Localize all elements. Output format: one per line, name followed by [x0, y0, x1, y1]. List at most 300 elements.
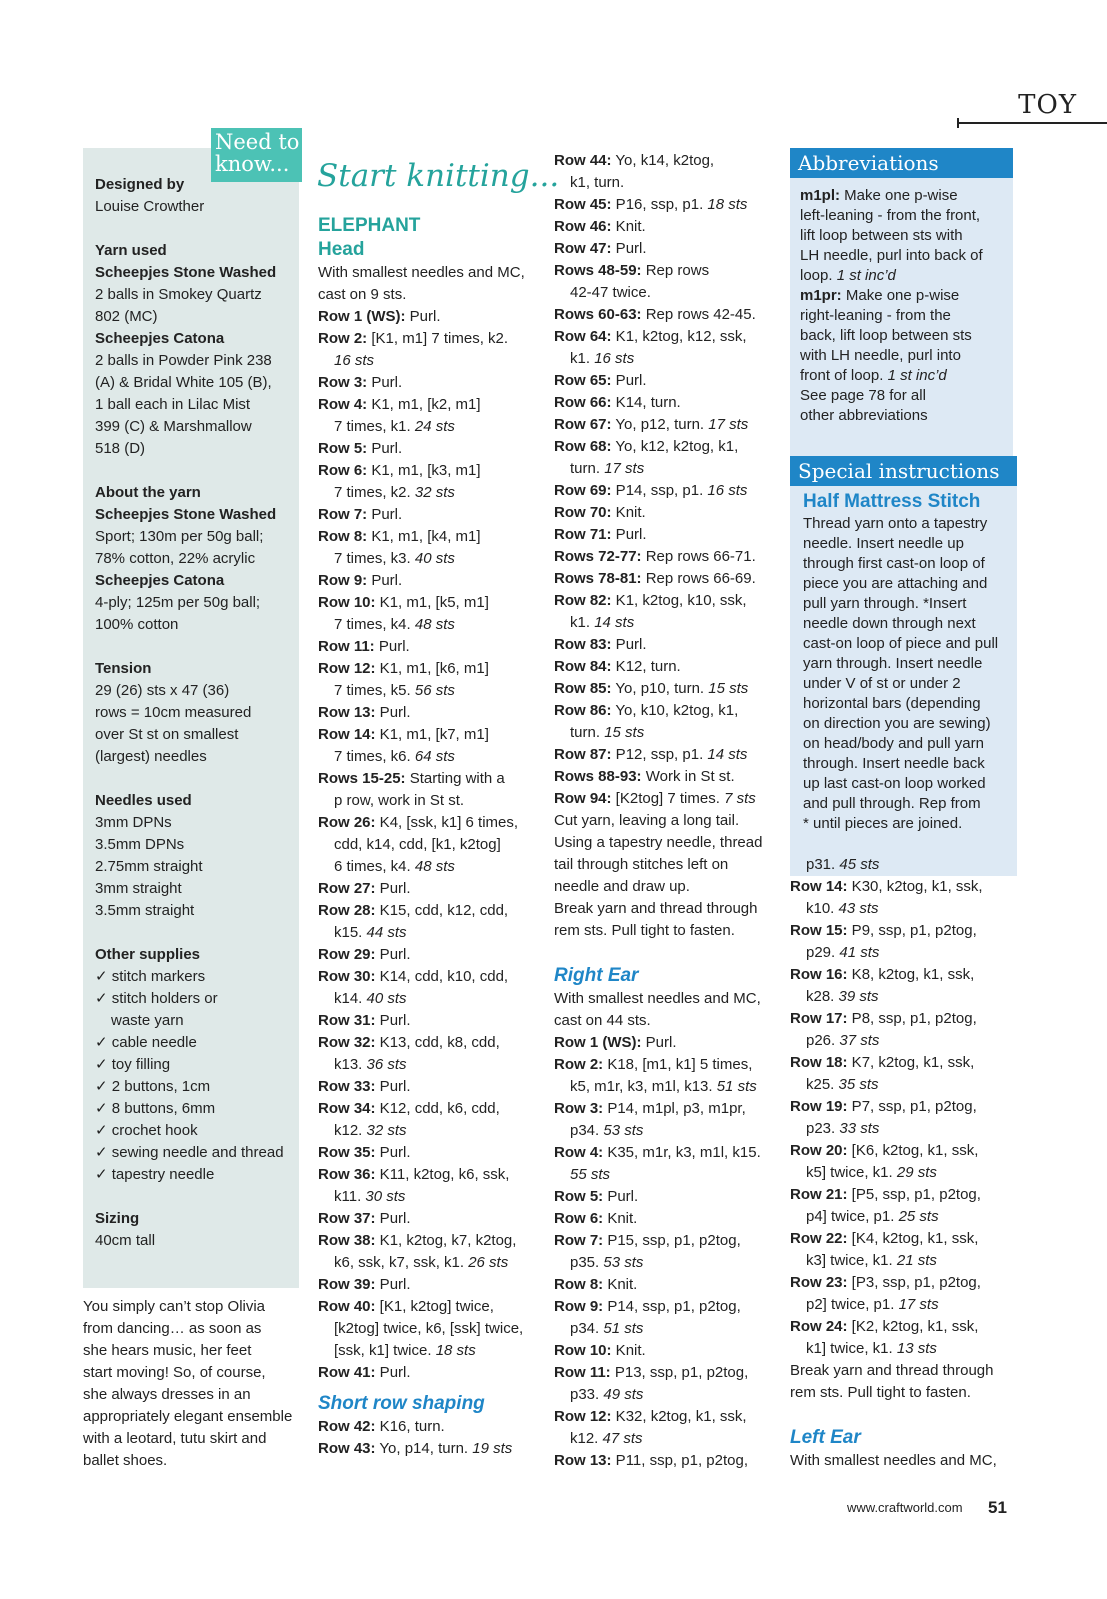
abbreviation-line — [800, 386, 1003, 406]
row-text: Purl. — [375, 1364, 411, 1381]
row-text: With smallest needles and MC, — [318, 264, 525, 281]
intro-line: start moving! So, of course, — [83, 1364, 266, 1381]
stitch-count: 17 sts — [604, 460, 645, 477]
abbreviation-text: right-leaning - from the — [800, 307, 951, 324]
row-text: K1, m1, [k3, m1] — [367, 462, 481, 479]
pattern-row — [318, 724, 525, 746]
row-label: Row 45: — [554, 196, 612, 213]
stitch-count: 29 sts — [896, 1164, 937, 1181]
row-text: 7 times, k4. — [334, 616, 415, 633]
stitch-count: 53 sts — [603, 1122, 644, 1139]
row-label: Row 18: — [790, 1054, 848, 1071]
pattern-row — [554, 634, 762, 656]
row-text: p33. — [570, 1386, 604, 1403]
pattern-row — [318, 438, 525, 460]
stitch-count: 45 sts — [839, 856, 880, 873]
stitch-count: 13 sts — [896, 1340, 937, 1357]
row-label: Row 20: — [790, 1142, 848, 1159]
pattern-line — [554, 876, 762, 898]
pattern-row — [318, 768, 525, 790]
stitch-count: 35 sts — [838, 1076, 879, 1093]
pattern-line — [554, 1120, 762, 1142]
row-label: Row 94: — [554, 790, 612, 807]
row-text: P9, ssp, p1, p2tog, — [847, 922, 977, 939]
stitch-count: 14 sts — [707, 746, 748, 763]
pattern-row — [554, 1406, 762, 1428]
stitch-count: 56 sts — [414, 682, 455, 699]
row-text: K1, k2tog, k7, k2tog, — [375, 1232, 517, 1249]
half-mattress-stitch-text — [803, 514, 1007, 834]
stitch-count: 64 sts — [414, 748, 455, 765]
pattern-row — [554, 480, 762, 502]
row-label: Row 40: — [318, 1298, 376, 1315]
abbreviations-box — [790, 148, 1013, 468]
row-label: Row 65: — [554, 372, 612, 389]
row-text: Purl. — [367, 506, 403, 523]
row-label: Row 4: — [318, 396, 368, 413]
pattern-row — [554, 546, 762, 568]
tension-line: rows = 10cm measured — [95, 704, 252, 721]
yarn-line: 399 (C) & Marshmallow — [95, 418, 252, 435]
pattern-row — [554, 1054, 762, 1076]
section-heading: Short row shaping — [318, 1393, 485, 1414]
row-label: Rows 60-63: — [554, 306, 642, 323]
row-text: K1, m1, [k2, m1] — [367, 396, 481, 413]
pattern-line — [318, 1120, 525, 1142]
about-yarn-line: Scheepjes Catona — [95, 572, 225, 589]
stitch-count: 32 sts — [366, 1122, 407, 1139]
row-label: Row 85: — [554, 680, 612, 697]
row-text: [ssk, k1] twice. — [334, 1342, 436, 1359]
row-text: P15, ssp, p1, p2tog, — [603, 1232, 741, 1249]
footer-url: www.craftworld.com — [847, 1500, 963, 1515]
row-label: Row 31: — [318, 1012, 376, 1029]
needle-line: 3.5mm DPNs — [95, 836, 185, 853]
pattern-row — [318, 1142, 525, 1164]
row-text: k1] twice, k1. — [806, 1340, 897, 1357]
row-text: P11, ssp, p1, p2tog, — [611, 1452, 748, 1469]
pattern-line — [790, 942, 997, 964]
row-label: Row 16: — [790, 966, 848, 983]
row-text: Purl. — [611, 636, 647, 653]
intro-line: appropriately elegant ensemble — [83, 1408, 293, 1425]
special-line: through first cast-on loop of — [803, 555, 985, 572]
row-text: 7 times, k5. — [334, 682, 415, 699]
row-text: Purl. — [375, 1144, 411, 1161]
row-text: turn. — [570, 460, 605, 477]
tension-list — [95, 680, 284, 768]
pattern-line — [318, 680, 525, 702]
row-label: Row 42: — [318, 1418, 376, 1435]
about-yarn-line: Scheepjes Stone Washed — [95, 506, 277, 523]
special-line: and pull through. Rep from — [803, 795, 981, 812]
pattern-column-3 — [790, 854, 997, 1472]
need-to-know-content — [95, 174, 284, 1252]
pattern-line — [318, 856, 525, 878]
tension-line: (largest) needles — [95, 748, 207, 765]
pattern-row — [790, 1272, 997, 1294]
row-text: P13, ssp, p1, p2tog, — [610, 1364, 749, 1381]
row-text: Using a tapestry needle, thread — [554, 834, 763, 851]
row-label: Row 43: — [318, 1440, 376, 1457]
special-line: needle. Insert needle up — [803, 535, 964, 552]
pattern-row — [554, 238, 762, 260]
supply-item: ✓ 8 buttons, 6mm — [95, 1100, 216, 1117]
stitch-count: 41 sts — [839, 944, 880, 961]
stitch-count: 48 sts — [414, 858, 455, 875]
supply-item: ✓ stitch markers — [95, 968, 206, 985]
pattern-line — [554, 282, 762, 304]
pattern-row — [554, 260, 762, 282]
tension-heading: Tension — [95, 660, 152, 677]
pattern-line — [790, 1360, 997, 1382]
yarn-line: Scheepjes Catona — [95, 330, 225, 347]
row-label: Row 69: — [554, 482, 612, 499]
row-label: Row 3: — [554, 1100, 604, 1117]
section-heading: Right Ear — [554, 965, 639, 986]
row-text: needle and draw up. — [554, 878, 690, 895]
row-text: p31. — [806, 856, 840, 873]
yarn-used-heading: Yarn used — [95, 242, 167, 259]
row-label: Rows 15-25: — [318, 770, 406, 787]
stitch-count: 40 sts — [366, 990, 407, 1007]
row-text: k10. — [806, 900, 839, 917]
tension-line: 29 (26) sts x 47 (36) — [95, 682, 230, 699]
section-heading: ELEPHANT — [318, 215, 421, 236]
pattern-line — [554, 348, 762, 370]
row-text: Purl. — [603, 1188, 639, 1205]
pattern-line — [318, 482, 525, 504]
pattern-line — [318, 350, 525, 372]
abbreviations-title: Abbreviations — [790, 148, 1013, 178]
yarn-line: 2 balls in Powder Pink 238 — [95, 352, 272, 369]
stitch-count: 24 sts — [414, 418, 455, 435]
spacer — [554, 942, 762, 964]
row-label: Row 7: — [318, 506, 368, 523]
stitch-count: 15 sts — [708, 680, 749, 697]
pattern-line — [318, 548, 525, 570]
stitch-count: 48 sts — [414, 616, 455, 633]
pattern-row — [318, 1164, 525, 1186]
pattern-line — [318, 1340, 525, 1362]
row-label: Row 44: — [554, 152, 612, 169]
row-label: Row 22: — [790, 1230, 848, 1247]
pattern-row — [554, 1186, 762, 1208]
row-text: 7 times, k3. — [334, 550, 415, 567]
row-label: Row 64: — [554, 328, 612, 345]
row-text: 6 times, k4. — [334, 858, 415, 875]
section-label: TOY — [1018, 90, 1077, 120]
pattern-row — [554, 590, 762, 612]
row-label: Row 66: — [554, 394, 612, 411]
row-label: Row 9: — [554, 1298, 604, 1315]
abbreviation-line — [800, 246, 1003, 266]
pattern-row — [554, 744, 762, 766]
stitch-count: 18 sts — [435, 1342, 476, 1359]
abbreviation-note: 1 st inc’d — [836, 267, 896, 284]
row-text: P16, ssp, p1. — [611, 196, 708, 213]
row-label: Row 5: — [318, 440, 368, 457]
pattern-row — [554, 568, 762, 590]
row-text: 7 times, k2. — [334, 484, 415, 501]
section-rule-tick — [957, 118, 959, 128]
row-text: Break yarn and thread through — [790, 1362, 994, 1379]
abbreviation-line — [800, 266, 1003, 286]
row-label: Row 33: — [318, 1078, 376, 1095]
supply-item: ✓ 2 buttons, 1cm — [95, 1078, 211, 1095]
row-text: Purl. — [375, 1210, 411, 1227]
abbreviation-line — [800, 326, 1003, 346]
special-line: on direction you are sewing) — [803, 715, 991, 732]
pattern-line — [318, 284, 525, 306]
abbreviation-line — [800, 286, 1003, 306]
abbreviation-text: front of loop. — [800, 367, 888, 384]
abbreviation-text: back, lift loop between sts — [800, 327, 972, 344]
supply-item: ✓ sewing needle and thread — [95, 1144, 284, 1161]
row-text: [K1, k2tog] twice, — [375, 1298, 494, 1315]
pattern-row — [318, 1230, 525, 1252]
pattern-row — [554, 766, 762, 788]
row-text: 7 times, k1. — [334, 418, 415, 435]
row-text: 42-47 twice. — [570, 284, 651, 301]
pattern-row — [318, 812, 525, 834]
row-text: K32, k2tog, k1, ssk, — [611, 1408, 747, 1425]
row-text: K8, k2tog, k1, ssk, — [847, 966, 975, 983]
row-label: Row 27: — [318, 880, 376, 897]
stitch-count: 40 sts — [414, 550, 455, 567]
pattern-row — [318, 1416, 525, 1438]
pattern-row — [318, 306, 525, 328]
pattern-line — [554, 612, 762, 634]
row-label: Row 19: — [790, 1098, 848, 1115]
row-text: Purl. — [367, 374, 403, 391]
row-text: Knit. — [603, 1276, 638, 1293]
stitch-count: 33 sts — [839, 1120, 880, 1137]
pattern-line — [554, 1076, 762, 1098]
row-text: Work in St st. — [641, 768, 735, 785]
pattern-line — [318, 834, 525, 856]
pattern-line — [318, 922, 525, 944]
row-label: Row 67: — [554, 416, 612, 433]
tension-line: over St st on smallest — [95, 726, 239, 743]
pattern-row — [318, 944, 525, 966]
row-label: Row 41: — [318, 1364, 376, 1381]
abbreviation-note: 1 st inc’d — [887, 367, 947, 384]
pattern-row — [554, 216, 762, 238]
pattern-row — [318, 1296, 525, 1318]
stitch-count: 18 sts — [707, 196, 748, 213]
row-text: 7 times, k6. — [334, 748, 415, 765]
row-text: K1, m1, [k6, m1] — [375, 660, 489, 677]
pattern-row — [554, 326, 762, 348]
row-label: Rows 72-77: — [554, 548, 642, 565]
page-number: 51 — [988, 1498, 1007, 1517]
row-text: Knit. — [603, 1210, 638, 1227]
row-label: Row 46: — [554, 218, 612, 235]
row-label: Row 3: — [318, 374, 368, 391]
row-label: Row 29: — [318, 946, 376, 963]
row-text: Purl. — [374, 638, 410, 655]
row-text: cdd, k14, cdd, [k1, k2tog] — [334, 836, 501, 853]
pattern-row — [554, 700, 762, 722]
row-text: Purl. — [375, 704, 411, 721]
row-text: Purl. — [367, 440, 403, 457]
row-label: Row 11: — [554, 1364, 611, 1381]
special-line: piece you are attaching and — [803, 575, 988, 592]
row-text: K15, cdd, k12, cdd, — [375, 902, 509, 919]
row-text: P14, ssp, p1. — [611, 482, 708, 499]
row-text: Yo, p10, turn. — [611, 680, 709, 697]
row-label: Row 4: — [554, 1144, 604, 1161]
pattern-line — [554, 1010, 762, 1032]
row-text: [K2tog] 7 times. — [611, 790, 725, 807]
row-label: Row 15: — [790, 922, 848, 939]
pattern-line — [790, 898, 997, 920]
intro-line: ballet shoes. — [83, 1452, 168, 1469]
stitch-count: 17 sts — [898, 1296, 939, 1313]
row-text: Yo, k12, k2tog, k1, — [611, 438, 739, 455]
need-to-know-tag: Need to know... — [211, 128, 302, 182]
pattern-line — [554, 1384, 762, 1406]
pattern-row — [554, 304, 762, 326]
pattern-line — [554, 172, 762, 194]
row-text: [K2, k2tog, k1, ssk, — [847, 1318, 979, 1335]
abbreviation-line — [800, 226, 1003, 246]
row-text: K18, [m1, k1] 5 times, — [603, 1056, 753, 1073]
pattern-row — [318, 1362, 525, 1384]
row-label: Row 30: — [318, 968, 376, 985]
intro-line: with a leotard, tutu skirt and — [83, 1430, 267, 1447]
row-text: K35, m1r, k3, m1l, k15. — [603, 1144, 761, 1161]
special-line: on head/body and pull yarn — [803, 735, 984, 752]
pattern-line — [790, 1450, 997, 1472]
abbreviation-line — [800, 366, 1003, 386]
pattern-line — [790, 1030, 997, 1052]
row-text: p26. — [806, 1032, 840, 1049]
row-text: P14, m1pl, p3, m1pr, — [603, 1100, 746, 1117]
stitch-count: 19 sts — [472, 1440, 513, 1457]
about-yarn-line: 78% cotton, 22% acrylic — [95, 550, 256, 567]
row-label: Row 68: — [554, 438, 612, 455]
row-label: Row 10: — [318, 594, 376, 611]
pattern-row — [554, 1340, 762, 1362]
stitch-count: 7 sts — [724, 790, 756, 807]
abbreviation-line — [800, 306, 1003, 326]
row-label: Row 71: — [554, 526, 612, 543]
row-text: k5, m1r, k3, m1l, k13. — [570, 1078, 717, 1095]
row-text: K1, m1, [k5, m1] — [375, 594, 489, 611]
row-text: K11, k2tog, k6, ssk, — [375, 1166, 510, 1183]
abbreviation-term: m1pr: — [800, 287, 842, 304]
stitch-count: 26 sts — [468, 1254, 509, 1271]
row-label: Row 26: — [318, 814, 376, 831]
spacer — [790, 1404, 997, 1426]
row-label: Row 12: — [554, 1408, 612, 1425]
stitch-count: 16 sts — [334, 352, 375, 369]
row-text: P12, ssp, p1. — [611, 746, 708, 763]
special-line: horizontal bars (depending — [803, 695, 981, 712]
pattern-row — [790, 1184, 997, 1206]
stitch-count: 53 sts — [603, 1254, 644, 1271]
row-text: K30, k2tog, k1, ssk, — [847, 878, 983, 895]
pattern-row — [318, 1010, 525, 1032]
row-text: P14, ssp, p1, p2tog, — [603, 1298, 741, 1315]
pattern-line — [318, 1186, 525, 1208]
row-text: k13. — [334, 1056, 367, 1073]
pattern-row — [318, 702, 525, 724]
yarn-line: 2 balls in Smokey Quartz — [95, 286, 262, 303]
row-label: Row 28: — [318, 902, 376, 919]
row-label: Rows 78-81: — [554, 570, 642, 587]
row-text: p34. — [570, 1320, 604, 1337]
sizing-value: 40cm tall — [95, 1232, 156, 1249]
row-text: Break yarn and thread through — [554, 900, 758, 917]
pattern-row — [554, 1230, 762, 1252]
row-text: p29. — [806, 944, 840, 961]
row-text: [P3, ssp, p1, p2tog, — [847, 1274, 981, 1291]
row-text: Starting with a — [405, 770, 505, 787]
pattern-row — [318, 636, 525, 658]
supply-item: ✓ stitch holders or — [95, 990, 218, 1007]
row-text: With smallest needles and MC, — [790, 1452, 997, 1469]
pattern-row — [554, 788, 762, 810]
pattern-line — [554, 1428, 762, 1450]
pattern-line — [790, 854, 997, 876]
stitch-count: 47 sts — [602, 1430, 643, 1447]
yarn-line: Scheepjes Stone Washed — [95, 264, 277, 281]
pattern-row — [554, 1032, 762, 1054]
special-line: yarn through. Insert needle — [803, 655, 983, 672]
row-text: K12, turn. — [611, 658, 681, 675]
row-text: k28. — [806, 988, 839, 1005]
pattern-row — [554, 370, 762, 392]
abbreviation-line — [800, 206, 1003, 226]
row-label: Row 86: — [554, 702, 612, 719]
row-text: Knit. — [611, 218, 646, 235]
section-heading: Left Ear — [790, 1427, 861, 1448]
about-yarn-line: 4-ply; 125m per 50g ball; — [95, 594, 261, 611]
intro-line: she always dresses in an — [83, 1386, 251, 1403]
designer-name: Louise Crowther — [95, 198, 205, 215]
row-label: Row 8: — [318, 528, 368, 545]
stitch-count: 36 sts — [366, 1056, 407, 1073]
row-label: Row 47: — [554, 240, 612, 257]
needle-line: 3.5mm straight — [95, 902, 195, 919]
pattern-row — [318, 1438, 525, 1460]
stitch-count: 37 sts — [839, 1032, 880, 1049]
row-label: Row 1 (WS): — [554, 1034, 642, 1051]
row-text: Purl. — [375, 1276, 411, 1293]
pattern-line — [554, 1318, 762, 1340]
yarn-used-list — [95, 262, 284, 460]
supply-item: ✓ tapestry needle — [95, 1166, 215, 1183]
stitch-count: 14 sts — [594, 614, 635, 631]
pattern-row — [318, 1098, 525, 1120]
row-label: Row 13: — [318, 704, 376, 721]
pattern-row — [318, 1032, 525, 1054]
row-label: Row 2: — [318, 330, 368, 347]
pattern-row — [318, 592, 525, 614]
row-label: Row 37: — [318, 1210, 376, 1227]
about-yarn-heading: About the yarn — [95, 484, 201, 501]
designed-by-heading: Designed by — [95, 176, 185, 193]
pattern-row — [554, 1296, 762, 1318]
row-text: p4] twice, p1. — [806, 1208, 899, 1225]
pattern-line — [318, 614, 525, 636]
pattern-row — [318, 878, 525, 900]
pattern-row — [318, 460, 525, 482]
row-label: Row 84: — [554, 658, 612, 675]
